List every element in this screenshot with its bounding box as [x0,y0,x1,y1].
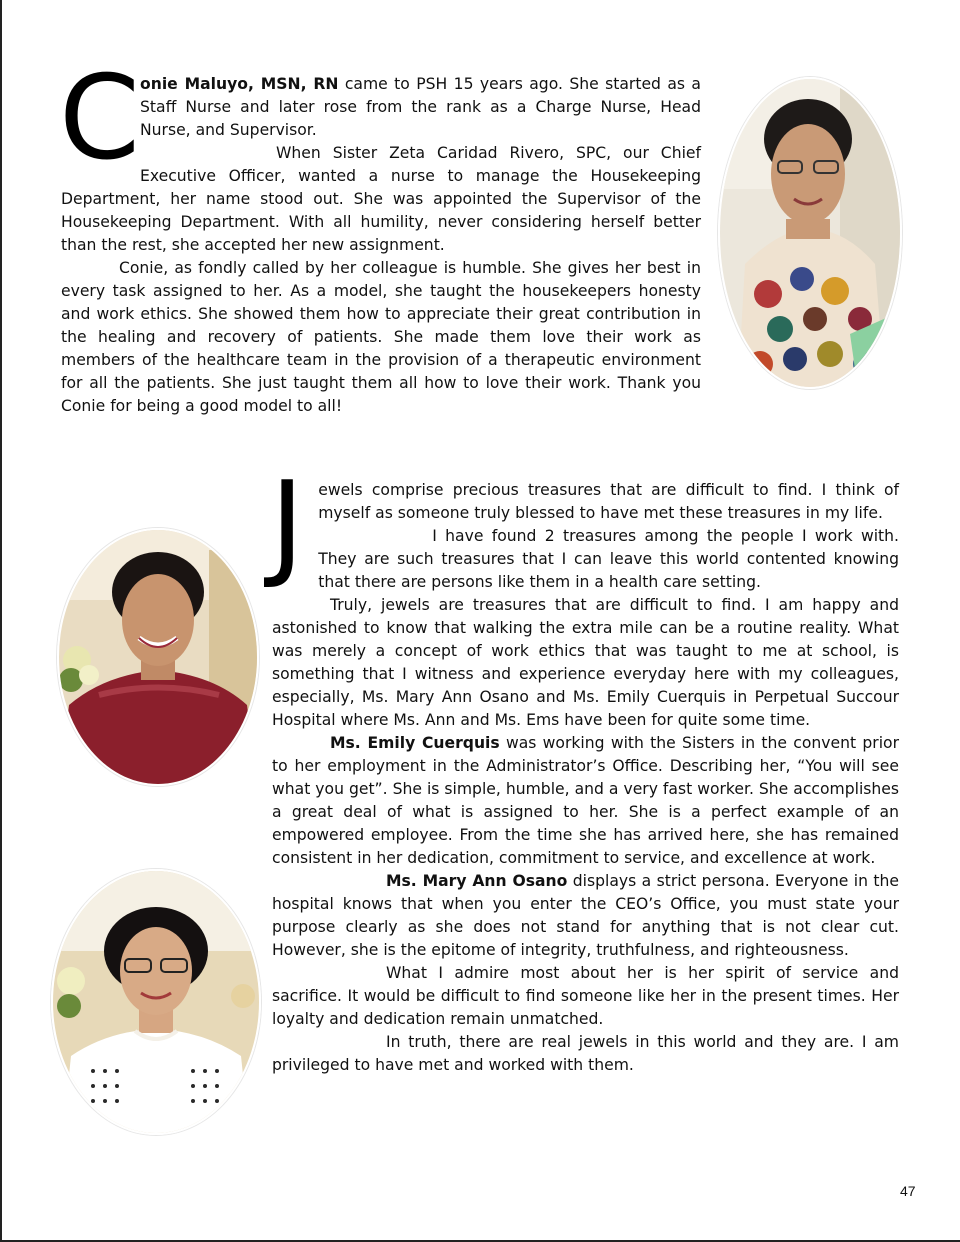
name-mary-ann-osano: Ms. Mary Ann Osano [386,872,568,890]
article2-paragraph-4: Ms. Emily Cuerquis was working with the Sisters in the convent prior to her employment in the Administrator’s Office. Describing her, “You will see what you get”. She is simple, humble, and a very fast worker. She accomplishes a great deal of what is assigned to her. She is a perfect example of an empowered employee. From the time she has arrived here, she has remained consistent in her dedication, commitment to service, and excellence at work. [272,734,899,867]
photo-conie-maluyo [718,77,902,389]
article2-paragraph-2: I have found 2 treasures among the people I work with. They are such treasures that I can leave this world contented knowing that there are persons like them in a health care setting. [318,527,899,591]
photo-mary-ann-osano [51,869,261,1135]
article2-paragraph-3: Truly, jewels are treasures that are difficult to find. I am happy and astonished to know that walking the extra mile can be a routine reality. What was merely a concept of work ethics that was taught to me at school, is something that I witness and experience everyday here with my colleagues, especially, Ms. Mary Ann Osano and Ms. Emily Cuerquis in Perpetual Succour Hospital where Ms. Ann and Ms. Ems have been for quite some time. [272,596,899,729]
article2-paragraph-5: Ms. Mary Ann Osano displays a strict persona. Everyone in the hospital knows that when you enter the CEO’s Office, you must state your purpose clearly as she does not stand for anything that is not clear cut. However, she is the epitome of integrity, truthfulness, and righteousness. [272,872,899,959]
article1-paragraph-3: Conie, as fondly called by her colleague is humble. She gives her best in every task assigned to her. As a model, she taught the housekeepers honesty and work ethics. She showed them how to appreciate their great contribution in the healing and recovery of patients. She made them love their work as members of the healthcare team in the provision of a therapeutic environment for all the patients. She just taught them all how to love their work. Thank you Conie for being a good model to all! [61,259,701,415]
article-conie-maluyo [59,51,701,418]
photo-emily-cuerquis [57,528,259,786]
article2-paragraph-1: Jewels comprise precious treasures that are difficult to find. I think of myself as someone truly blessed to have met these treasures in my life. [270,457,899,592]
article-jewels [270,457,899,1077]
article1-name: onie Maluyo, MSN, RN [140,75,339,93]
dropcap-j: J [270,457,305,592]
article1-paragraph-2: When Sister Zeta Caridad Rivero, SPC, our Chief Executive Officer, wanted a nurse to manage the Housekeeping Department, her name stood out. She was appointed the Supervisor of the Housekeeping Department. With all humility, never considering herself better than the rest, she accepted her new assignment. [61,144,701,254]
page-left-border [0,0,2,1242]
article2-paragraph-6: What I admire most about her is her spirit of service and sacrifice. It would be difficult to find someone like her in the present times. Her loyalty and dedication remain unmatched. [272,964,899,1028]
page-number: 47 [900,1183,916,1199]
dropcap-c: C [59,51,134,186]
name-emily-cuerquis: Ms. Emily Cuerquis [330,734,500,752]
article2-paragraph-7: In truth, there are real jewels in this world and they are. I am privileged to have met and worked with them. [272,1033,899,1074]
article1-paragraph-1: Conie Maluyo, MSN, RN came to PSH 15 years ago. She started as a Staff Nurse and later rose from the rank as a Charge Nurse, Head Nurse, and Supervisor. [59,51,701,186]
